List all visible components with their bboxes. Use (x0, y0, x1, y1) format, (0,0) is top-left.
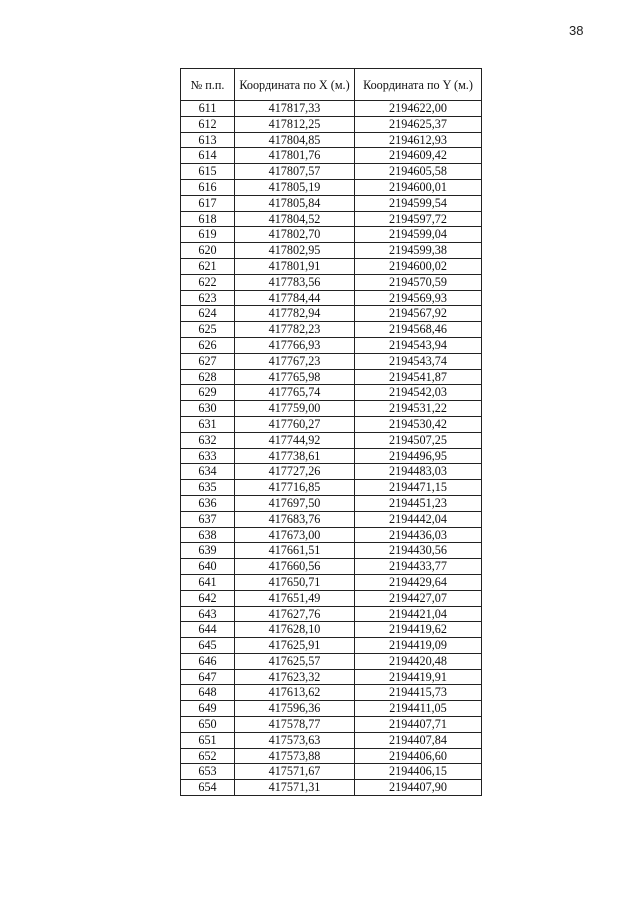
cell-x-coordinate: 417767,23 (235, 353, 355, 369)
cell-x-coordinate: 417683,76 (235, 511, 355, 527)
cell-y-coordinate: 2194599,54 (355, 195, 482, 211)
cell-x-coordinate: 417812,25 (235, 116, 355, 132)
cell-y-coordinate: 2194407,90 (355, 780, 482, 796)
header-x-coordinate: Координата по X (м.) (235, 69, 355, 101)
cell-x-coordinate: 417738,61 (235, 448, 355, 464)
table-row (181, 195, 482, 211)
table-row (181, 164, 482, 180)
table-row (181, 590, 482, 606)
cell-y-coordinate: 2194568,46 (355, 322, 482, 338)
table-row (181, 179, 482, 195)
cell-index: 616 (181, 179, 235, 195)
cell-index: 631 (181, 416, 235, 432)
cell-index: 653 (181, 764, 235, 780)
table-row (181, 574, 482, 590)
table-row (181, 732, 482, 748)
cell-y-coordinate: 2194419,62 (355, 622, 482, 638)
cell-y-coordinate: 2194605,58 (355, 164, 482, 180)
cell-x-coordinate: 417766,93 (235, 337, 355, 353)
table-row (181, 227, 482, 243)
cell-y-coordinate: 2194430,56 (355, 543, 482, 559)
cell-x-coordinate: 417727,26 (235, 464, 355, 480)
cell-index: 652 (181, 748, 235, 764)
cell-y-coordinate: 2194543,74 (355, 353, 482, 369)
cell-y-coordinate: 2194420,48 (355, 653, 482, 669)
cell-index: 623 (181, 290, 235, 306)
cell-index: 620 (181, 243, 235, 259)
cell-y-coordinate: 2194570,59 (355, 274, 482, 290)
cell-y-coordinate: 2194622,00 (355, 101, 482, 117)
table-body (181, 101, 482, 796)
table-row (181, 511, 482, 527)
cell-y-coordinate: 2194543,94 (355, 337, 482, 353)
cell-x-coordinate: 417571,67 (235, 764, 355, 780)
cell-x-coordinate: 417804,52 (235, 211, 355, 227)
table-row (181, 780, 482, 796)
table-row (181, 622, 482, 638)
cell-x-coordinate: 417571,31 (235, 780, 355, 796)
table-row (181, 685, 482, 701)
cell-y-coordinate: 2194530,42 (355, 416, 482, 432)
table-row (181, 353, 482, 369)
cell-x-coordinate: 417625,91 (235, 638, 355, 654)
cell-y-coordinate: 2194542,03 (355, 385, 482, 401)
table-row (181, 116, 482, 132)
cell-y-coordinate: 2194609,42 (355, 148, 482, 164)
coordinates-table (180, 68, 482, 796)
cell-y-coordinate: 2194427,07 (355, 590, 482, 606)
table-row (181, 527, 482, 543)
cell-y-coordinate: 2194541,87 (355, 369, 482, 385)
cell-index: 626 (181, 337, 235, 353)
table-row (181, 401, 482, 417)
cell-y-coordinate: 2194442,04 (355, 511, 482, 527)
cell-x-coordinate: 417784,44 (235, 290, 355, 306)
cell-index: 636 (181, 495, 235, 511)
table-row (181, 337, 482, 353)
cell-y-coordinate: 2194451,23 (355, 495, 482, 511)
header-y-coordinate: Координата по Y (м.) (355, 69, 482, 101)
cell-x-coordinate: 417627,76 (235, 606, 355, 622)
table-row (181, 717, 482, 733)
cell-y-coordinate: 2194496,95 (355, 448, 482, 464)
cell-y-coordinate: 2194433,77 (355, 559, 482, 575)
table-row (181, 701, 482, 717)
cell-x-coordinate: 417623,32 (235, 669, 355, 685)
cell-y-coordinate: 2194483,03 (355, 464, 482, 480)
table-row (181, 432, 482, 448)
cell-x-coordinate: 417578,77 (235, 717, 355, 733)
table-row (181, 559, 482, 575)
table-row (181, 495, 482, 511)
table-row (181, 369, 482, 385)
cell-x-coordinate: 417573,88 (235, 748, 355, 764)
cell-y-coordinate: 2194471,15 (355, 480, 482, 496)
cell-y-coordinate: 2194406,15 (355, 764, 482, 780)
cell-x-coordinate: 417801,91 (235, 258, 355, 274)
cell-x-coordinate: 417765,74 (235, 385, 355, 401)
table-row (181, 448, 482, 464)
page-number: 38 (569, 23, 584, 38)
cell-y-coordinate: 2194436,03 (355, 527, 482, 543)
cell-y-coordinate: 2194567,92 (355, 306, 482, 322)
cell-index: 611 (181, 101, 235, 117)
cell-x-coordinate: 417817,33 (235, 101, 355, 117)
cell-index: 617 (181, 195, 235, 211)
cell-index: 639 (181, 543, 235, 559)
cell-index: 629 (181, 385, 235, 401)
table-row (181, 132, 482, 148)
cell-index: 649 (181, 701, 235, 717)
cell-y-coordinate: 2194569,93 (355, 290, 482, 306)
cell-x-coordinate: 417782,23 (235, 322, 355, 338)
table-row (181, 638, 482, 654)
cell-y-coordinate: 2194415,73 (355, 685, 482, 701)
cell-y-coordinate: 2194507,25 (355, 432, 482, 448)
cell-x-coordinate: 417765,98 (235, 369, 355, 385)
cell-x-coordinate: 417650,71 (235, 574, 355, 590)
table-row (181, 211, 482, 227)
cell-x-coordinate: 417802,95 (235, 243, 355, 259)
table-row (181, 748, 482, 764)
cell-x-coordinate: 417759,00 (235, 401, 355, 417)
cell-index: 640 (181, 559, 235, 575)
table-row (181, 243, 482, 259)
cell-y-coordinate: 2194599,04 (355, 227, 482, 243)
table-row (181, 148, 482, 164)
cell-index: 627 (181, 353, 235, 369)
cell-index: 643 (181, 606, 235, 622)
table-row (181, 322, 482, 338)
cell-index: 628 (181, 369, 235, 385)
cell-x-coordinate: 417697,50 (235, 495, 355, 511)
cell-x-coordinate: 417716,85 (235, 480, 355, 496)
cell-x-coordinate: 417805,84 (235, 195, 355, 211)
cell-index: 615 (181, 164, 235, 180)
cell-index: 634 (181, 464, 235, 480)
table-row (181, 464, 482, 480)
table-row (181, 385, 482, 401)
cell-x-coordinate: 417625,57 (235, 653, 355, 669)
cell-x-coordinate: 417783,56 (235, 274, 355, 290)
cell-index: 645 (181, 638, 235, 654)
cell-index: 638 (181, 527, 235, 543)
cell-x-coordinate: 417613,62 (235, 685, 355, 701)
table-row (181, 764, 482, 780)
cell-index: 644 (181, 622, 235, 638)
cell-x-coordinate: 417807,57 (235, 164, 355, 180)
cell-index: 648 (181, 685, 235, 701)
cell-index: 650 (181, 717, 235, 733)
cell-index: 630 (181, 401, 235, 417)
cell-x-coordinate: 417801,76 (235, 148, 355, 164)
cell-x-coordinate: 417596,36 (235, 701, 355, 717)
table-row (181, 480, 482, 496)
cell-x-coordinate: 417802,70 (235, 227, 355, 243)
cell-index: 651 (181, 732, 235, 748)
cell-x-coordinate: 417651,49 (235, 590, 355, 606)
header-index: № п.п. (181, 69, 235, 101)
cell-index: 614 (181, 148, 235, 164)
cell-y-coordinate: 2194625,37 (355, 116, 482, 132)
cell-x-coordinate: 417660,56 (235, 559, 355, 575)
table-row (181, 274, 482, 290)
cell-x-coordinate: 417573,63 (235, 732, 355, 748)
cell-x-coordinate: 417744,92 (235, 432, 355, 448)
cell-index: 642 (181, 590, 235, 606)
cell-index: 622 (181, 274, 235, 290)
cell-index: 621 (181, 258, 235, 274)
table-row (181, 606, 482, 622)
cell-index: 613 (181, 132, 235, 148)
cell-y-coordinate: 2194411,05 (355, 701, 482, 717)
table-header-row (181, 69, 482, 101)
cell-index: 647 (181, 669, 235, 685)
cell-y-coordinate: 2194429,64 (355, 574, 482, 590)
table-row (181, 543, 482, 559)
table-row (181, 258, 482, 274)
cell-index: 618 (181, 211, 235, 227)
cell-y-coordinate: 2194600,02 (355, 258, 482, 274)
table-row (181, 290, 482, 306)
table-row (181, 306, 482, 322)
cell-x-coordinate: 417760,27 (235, 416, 355, 432)
cell-index: 633 (181, 448, 235, 464)
cell-index: 619 (181, 227, 235, 243)
cell-y-coordinate: 2194600,01 (355, 179, 482, 195)
cell-y-coordinate: 2194407,71 (355, 717, 482, 733)
cell-index: 635 (181, 480, 235, 496)
cell-index: 624 (181, 306, 235, 322)
table-row (181, 416, 482, 432)
cell-index: 637 (181, 511, 235, 527)
cell-index: 646 (181, 653, 235, 669)
cell-index: 632 (181, 432, 235, 448)
table-row (181, 101, 482, 117)
cell-x-coordinate: 417673,00 (235, 527, 355, 543)
cell-y-coordinate: 2194406,60 (355, 748, 482, 764)
cell-index: 654 (181, 780, 235, 796)
cell-y-coordinate: 2194419,91 (355, 669, 482, 685)
cell-y-coordinate: 2194421,04 (355, 606, 482, 622)
cell-x-coordinate: 417805,19 (235, 179, 355, 195)
cell-x-coordinate: 417782,94 (235, 306, 355, 322)
cell-y-coordinate: 2194407,84 (355, 732, 482, 748)
table-row (181, 669, 482, 685)
cell-index: 625 (181, 322, 235, 338)
cell-index: 641 (181, 574, 235, 590)
cell-y-coordinate: 2194599,38 (355, 243, 482, 259)
cell-x-coordinate: 417661,51 (235, 543, 355, 559)
cell-y-coordinate: 2194597,72 (355, 211, 482, 227)
cell-y-coordinate: 2194419,09 (355, 638, 482, 654)
cell-x-coordinate: 417628,10 (235, 622, 355, 638)
table-row (181, 653, 482, 669)
cell-index: 612 (181, 116, 235, 132)
cell-y-coordinate: 2194612,93 (355, 132, 482, 148)
cell-x-coordinate: 417804,85 (235, 132, 355, 148)
cell-y-coordinate: 2194531,22 (355, 401, 482, 417)
